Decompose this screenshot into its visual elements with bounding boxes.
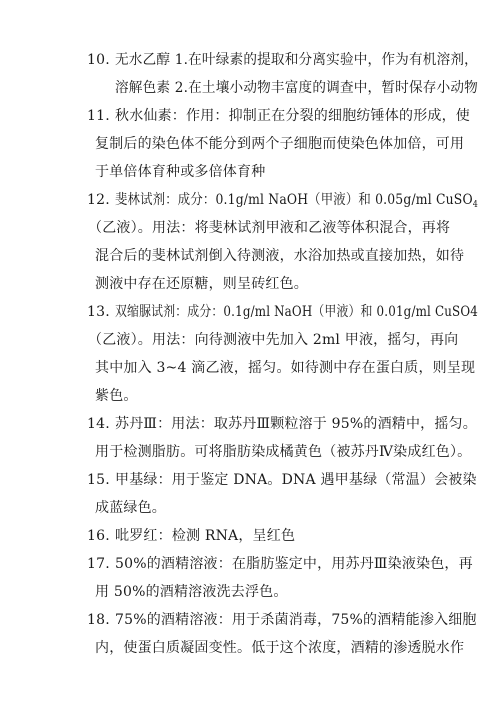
item-text: 混合后的斐林试剂倒入待测液，水浴加热或直接加热，如待: [95, 248, 465, 264]
item-text: 用于检测脂肪。可将脂肪染成橘黄色（被苏丹Ⅳ染成红色）。: [95, 444, 472, 460]
item-text: 溶解色素 2.在土壤小动物丰富度的调查中，暂时保存小动物: [115, 80, 478, 96]
item-text: （乙液）。用法：向待测液中先加入 2ml 甲液，摇匀，再向: [88, 332, 459, 348]
item-text: 内，使蛋白质凝固变性。低于这个浓度，酒精的渗透脱水作: [95, 640, 465, 656]
item-text: （乙液）。用法：将斐林试剂甲液和乙液等体积混合，再将: [88, 220, 451, 236]
item-text: 苏丹Ⅲ：用法：取苏丹Ⅲ颗粒溶于 95%的酒精中，摇匀。: [115, 416, 477, 432]
item-text: 75%的酒精溶液：用于杀菌消毒，75%的酒精能渗入细胞: [115, 612, 477, 628]
subscript-4: 4: [472, 200, 479, 210]
item-number: 17.: [87, 556, 110, 572]
item-text-with-subscript: [115, 191, 478, 209]
item-number: 13.: [87, 304, 110, 320]
item-text: 双缩脲试剂：成分：0.1g/ml NaOH（甲液）和 0.01g/ml CuSO4: [115, 304, 478, 320]
item-text: 其中加入 3~4 滴乙液，摇匀。如待测中存在蛋白质，则呈现: [95, 360, 476, 376]
item-text: 甲基绿：用于鉴定 DNA。DNA 遇甲基绿（常温）会被染: [115, 472, 477, 488]
item-text: 成蓝绿色。: [95, 500, 166, 516]
item-number: 15.: [87, 472, 110, 488]
item-text: 用 50%的酒精溶液洗去浮色。: [95, 584, 288, 600]
item-text: 无水乙醇 1.在叶绿素的提取和分离实验中，作为有机溶剂，: [115, 52, 478, 68]
item-number: 14.: [87, 416, 110, 432]
item-text: 紫色。: [95, 388, 138, 404]
item-number: 10.: [87, 52, 110, 68]
item-number: 16.: [87, 528, 110, 544]
item-number: 18.: [87, 612, 110, 628]
item-text: 测液中存在还原糖，则呈砖红色。: [95, 276, 308, 292]
item-text: 复制后的染色体不能分到两个子细胞而使染色体加倍，可用: [95, 136, 465, 152]
item-text: 于单倍体育种或多倍体育种: [95, 164, 266, 180]
item-text: 秋水仙素：作用：抑制正在分裂的细胞纺锤体的形成，使: [115, 108, 470, 124]
item-text: 50%的酒精溶液：在脂肪鉴定中，用苏丹Ⅲ染液染色，再: [115, 556, 473, 572]
item-text: 斐林试剂：成分：0.1g/ml NaOH（甲液）和 0.05g/ml CuSO: [115, 192, 473, 208]
item-number: 12.: [87, 192, 110, 208]
item-number: 11.: [87, 108, 110, 124]
item-text: 吡罗红：检测 RNA，呈红色: [115, 528, 296, 544]
